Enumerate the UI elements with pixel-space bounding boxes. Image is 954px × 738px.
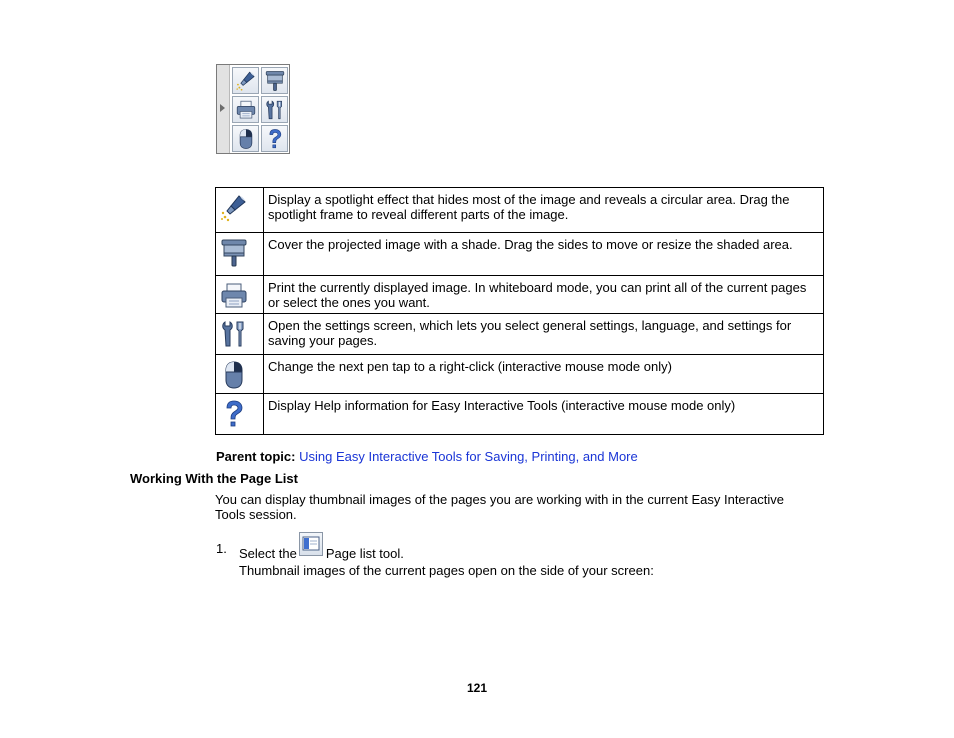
table-row [216,233,824,276]
parent-topic-link[interactable]: Using Easy Interactive Tools for Saving, Printing, and More [299,449,638,464]
step-number: 1. [216,541,227,556]
section-intro: You can display thumbnail images of the pages you are working with in the current Easy Interactive Tools session. [215,492,784,522]
table-row [216,394,824,435]
print-icon [232,96,259,123]
table-icon-cell [216,276,264,314]
help-icon [261,125,288,152]
table-icon-cell [216,355,264,394]
table-row [216,314,824,355]
page-number: 121 [466,681,488,695]
parent-topic-label: Parent topic: [216,449,296,464]
table-row [216,188,824,233]
spotlight-icon [220,193,248,223]
step-text-after: Page list tool. [325,546,404,561]
settings-icon [261,96,288,123]
section-heading: Working With the Page List [130,471,298,486]
table-icon-cell [216,314,264,355]
settings-icon [220,319,248,349]
tools-table [215,187,824,435]
table-description: Open the settings screen, which lets you select general settings, language, and settings for saving your pages. [264,314,824,355]
help-icon [220,399,248,429]
page-list-icon [299,532,323,556]
table-icon-cell [216,188,264,233]
palette-expand-strip [217,65,230,153]
table-description: Change the next pen tap to a right-click (interactive mouse mode only) [264,355,824,394]
table-icon-cell [216,394,264,435]
table-icon-cell [216,233,264,276]
expand-arrow-icon [220,104,225,112]
step-result: Thumbnail images of the current pages open on the side of your screen: [239,563,654,578]
table-description: Display Help information for Easy Interactive Tools (interactive mouse mode only) [264,394,824,435]
step-text-before: Select the [239,546,297,561]
table-row [216,355,824,394]
shade-icon [261,67,288,94]
shade-icon [220,238,248,268]
table-row [216,276,824,314]
right-click-icon [220,360,248,390]
right-click-icon [232,125,259,152]
parent-topic [216,449,638,464]
spotlight-icon [232,67,259,94]
table-description: Display a spotlight effect that hides most of the image and reveals a circular area. Drag the spotlight frame to reveal different parts of the image. [264,188,824,233]
table-description: Print the currently displayed image. In whiteboard mode, you can print all of the current pages or select the ones you want. [264,276,824,314]
table-description: Cover the projected image with a shade. Drag the sides to move or resize the shaded area. [264,233,824,276]
tool-palette [216,64,290,154]
print-icon [220,281,248,311]
